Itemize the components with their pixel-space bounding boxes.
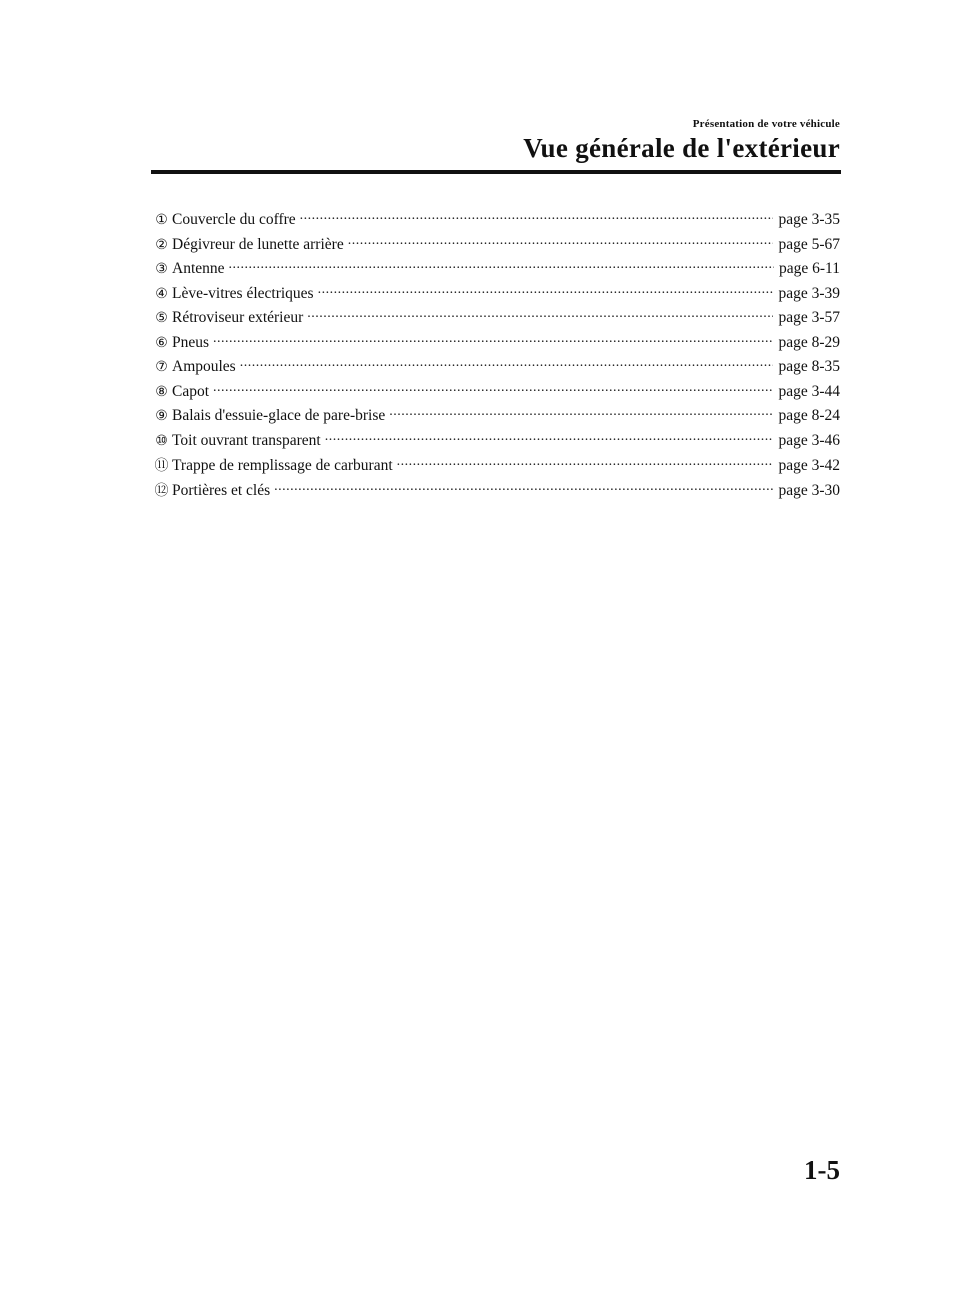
toc-page-ref: page 8-35	[778, 358, 840, 375]
toc-item	[152, 210, 840, 235]
dot-leader	[389, 406, 773, 420]
dot-leader	[318, 284, 774, 298]
toc-item-label: Ampoules	[172, 358, 236, 375]
dot-leader	[348, 235, 774, 249]
item-number: ⑦	[155, 360, 168, 375]
toc-item-label: Trappe de remplissage de carburant	[172, 457, 393, 474]
toc-item-label: Capot	[172, 382, 210, 400]
toc-item	[152, 455, 840, 480]
item-number: ⑧	[155, 384, 168, 400]
toc-item	[152, 382, 840, 407]
toc-item	[152, 259, 840, 284]
toc-page-ref: page 3-39	[778, 284, 840, 302]
dot-leader	[240, 357, 774, 371]
dot-leader	[213, 382, 773, 396]
section-header: Présentation de votre véhicule	[692, 118, 840, 130]
toc-page-ref: page 3-57	[778, 309, 840, 326]
page-title: Vue générale de l'extérieur	[523, 133, 840, 163]
dot-leader	[300, 210, 774, 224]
toc-page-ref: page 8-29	[778, 333, 840, 351]
toc-item-label: Toit ouvrant transparent	[172, 431, 321, 449]
dot-leader	[274, 481, 773, 495]
toc-item	[152, 406, 840, 431]
toc-page-ref: page 3-46	[778, 431, 840, 449]
toc-list	[152, 210, 840, 504]
item-number: ⑪	[154, 459, 169, 474]
toc-item-label: Dégivreur de lunette arrière	[172, 235, 344, 253]
toc-item-label: Antenne	[172, 260, 225, 277]
toc-item	[152, 235, 840, 260]
toc-page-ref: page 3-35	[778, 211, 840, 228]
toc-page-ref: page 6-11	[779, 260, 840, 277]
item-number: ①	[155, 213, 168, 228]
toc-page-ref: page 8-24	[778, 407, 840, 424]
dot-leader	[213, 333, 773, 347]
item-number: ⑨	[155, 409, 168, 424]
item-number: ⑤	[155, 311, 168, 326]
item-number: ②	[155, 237, 168, 253]
toc-item-label: Couvercle du coffre	[172, 211, 296, 228]
toc-page-ref: page 3-42	[778, 457, 840, 474]
item-number: ⑥	[155, 335, 168, 351]
page-number: 1-5	[804, 1155, 840, 1185]
toc-item	[152, 431, 840, 456]
toc-item	[152, 480, 840, 505]
toc-item-label: Rétroviseur extérieur	[172, 309, 304, 326]
item-number: ⑫	[154, 483, 169, 499]
header-rule	[151, 170, 841, 174]
toc-item-label: Balais d'essuie-glace de pare-brise	[172, 407, 386, 424]
toc-item-label: Pneus	[172, 333, 210, 351]
toc-page-ref: page 3-30	[778, 481, 840, 499]
toc-page-ref: page 5-67	[778, 235, 840, 253]
toc-item-label: Portières et clés	[172, 481, 271, 499]
item-number: ④	[155, 286, 168, 302]
item-number: ⑩	[155, 433, 168, 449]
dot-leader	[325, 431, 774, 445]
dot-leader	[229, 259, 775, 273]
toc-page-ref: page 3-44	[778, 382, 840, 400]
toc-item	[152, 284, 840, 309]
item-number: ③	[155, 262, 168, 277]
toc-item-label: Lève-vitres électriques	[172, 284, 314, 302]
dot-leader	[397, 456, 774, 470]
toc-item	[152, 333, 840, 358]
toc-item	[152, 308, 840, 333]
toc-item	[152, 357, 840, 382]
dot-leader	[307, 308, 773, 322]
